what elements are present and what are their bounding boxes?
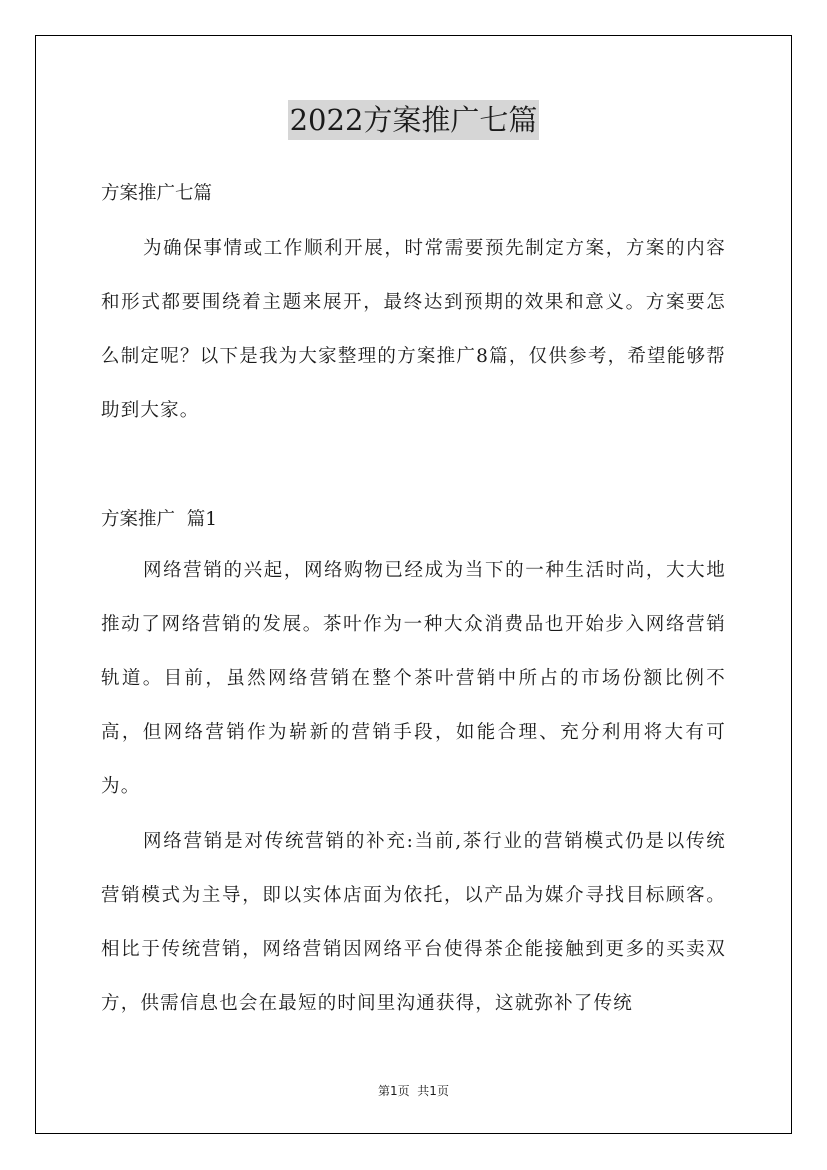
title-container [0,100,827,140]
document-subtitle: 方案推广七篇 [101,183,213,204]
page-footer: 第1页 共1页 [378,1084,449,1098]
intro-paragraph: 为确保事情或工作顺利开展，时常需要预先制定方案，方案的内容和形式都要围绕着主题来展开，最终达到预期的效果和意义。方案要怎么制定呢？以下是我为大家整理的方案推广8篇，仅供参考，希望能够帮助到大家。 [101,238,726,421]
body-paragraph-2: 网络营销是对传统营销的补充:当前,茶行业的营销模式仍是以传统营销模式为主导，即以实体店面为依托，以产品为媒介寻找目标顾客。相比于传统营销，网络营销因网络平台使得茶企能接触到更多的买卖双方，供需信息也会在最短的时间里沟通获得，这就弥补了传统 [101,831,726,1014]
section-heading: 方案推广 篇1 [101,509,218,530]
body-paragraph-1: 网络营销的兴起，网络购物已经成为当下的一种生活时尚，大大地推动了网络营销的发展。茶叶作为一种大众消费品也开始步入网络营销轨道。目前，虽然网络营销在整个茶叶营销中所占的市场份额比例不高，但网络营销作为崭新的营销手段，如能合理、充分利用将大有可为。 [101,560,726,797]
document-title: 2022方案推广七篇 [288,100,540,140]
